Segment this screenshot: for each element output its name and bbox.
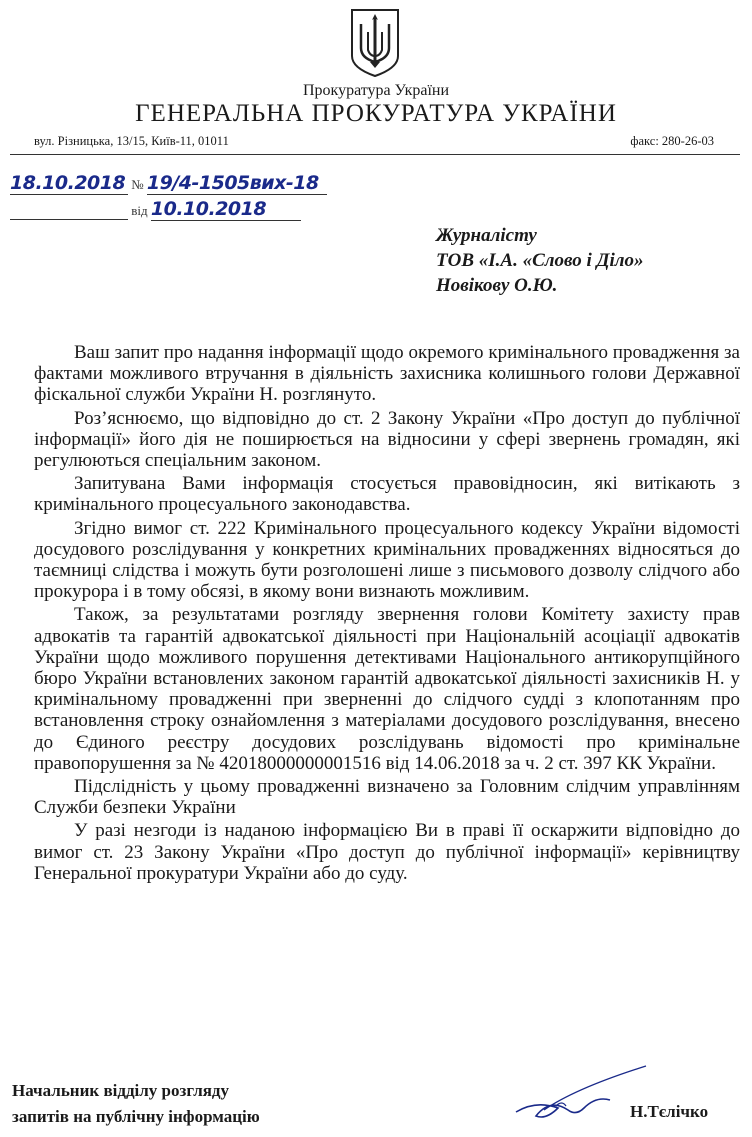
org-fax: факс: 280-26-03 <box>630 134 714 148</box>
recipient-line: ТОВ «І.А. «Слово і Діло» <box>436 250 644 271</box>
header-divider <box>10 154 740 155</box>
body-paragraph: У разі незгоди із наданою інформацією Ви в праві її оскаржити відповідно до вимог ст. 23 Закону України «Про доступ до публічної інформації» керівництву Генеральної прокуратури України або до суду. <box>34 820 740 884</box>
org-name-main: ГЕНЕРАЛЬНА ПРОКУРАТУРА УКРАЇНИ <box>135 100 617 127</box>
recipient-block <box>436 223 644 298</box>
from-label: від <box>131 203 148 218</box>
body-paragraph: Ваш запит про надання інформації щодо окремого кримінального провадження за фактами можливого втручання в діяльність захисника колишнього голови Державної фіскальної служби України Н. розглянуто. <box>34 342 740 406</box>
body-paragraph: Роз’яснюємо, що відповідно до ст. 2 Закону України «Про доступ до публічної інформації» його дія не поширюється на відносини у сфері звернень громадян, які регулюються спеціальним законом. <box>34 407 740 472</box>
body-paragraph: Також, за результатами розгляду звернення голови Комітету захисту прав адвокатів та гарантій адвокатської діяльності при Національній асоціації адвокатів України щодо можливого порушення детективами Національного антикорупційного бюро України встановлених законом гарантій адвокатської діяльності захисників Н. у кримінальному провадженні при зверненні до слідчого судді з клопотанням про встановлення строку ознайомлення з матеріалами досудового розслідування, внесено до Єдиного реєстру досудових розслідувань відомості про кримінальне правопорушення за № 42018000000001516 від 14.06.2018 за ч. 2 ст. 397 КК України. <box>34 604 740 774</box>
recipient-line: Журналісту <box>436 225 537 246</box>
trident-emblem-icon <box>348 6 402 78</box>
number-label: № <box>131 177 144 192</box>
signatory-title: Начальник відділу розгляду запитів на публічну інформацію <box>12 1081 260 1126</box>
org-address: вул. Різницька, 13/15, Київ-11, 01011 <box>34 134 229 148</box>
body-paragraph: Згідно вимог ст. 222 Кримінального процесуального кодексу України відомості досудового розслідування у конкретних кримінальних провадженнях відносяться до таємниці слідства і можуть бути розголошені лише з письмового дозволу слідчого або прокурора і в тому обсязі, в якому вони визнають можливим. <box>34 517 740 603</box>
outgoing-number: 19/4-1505вих-18 <box>147 172 327 195</box>
signatory-name: Н.Тєлічко <box>630 1102 709 1121</box>
outgoing-date: 18.10.2018 <box>10 172 128 195</box>
recipient-line: Новікову О.Ю. <box>436 275 558 296</box>
org-name-small: Прокуратура України <box>302 82 450 99</box>
body-paragraph: Підслідність у цьому провадженні визначено за Головним слідчим управлінням Служби безпеки України <box>34 776 740 819</box>
letter-body <box>34 342 740 886</box>
incoming-date: 10.10.2018 <box>151 198 301 221</box>
incoming-reference <box>10 198 301 221</box>
outgoing-reference <box>10 172 327 195</box>
body-paragraph: Запитувана Вами інформація стосується правовідносин, які витікають з кримінального процесуального законодавства. <box>34 473 740 516</box>
